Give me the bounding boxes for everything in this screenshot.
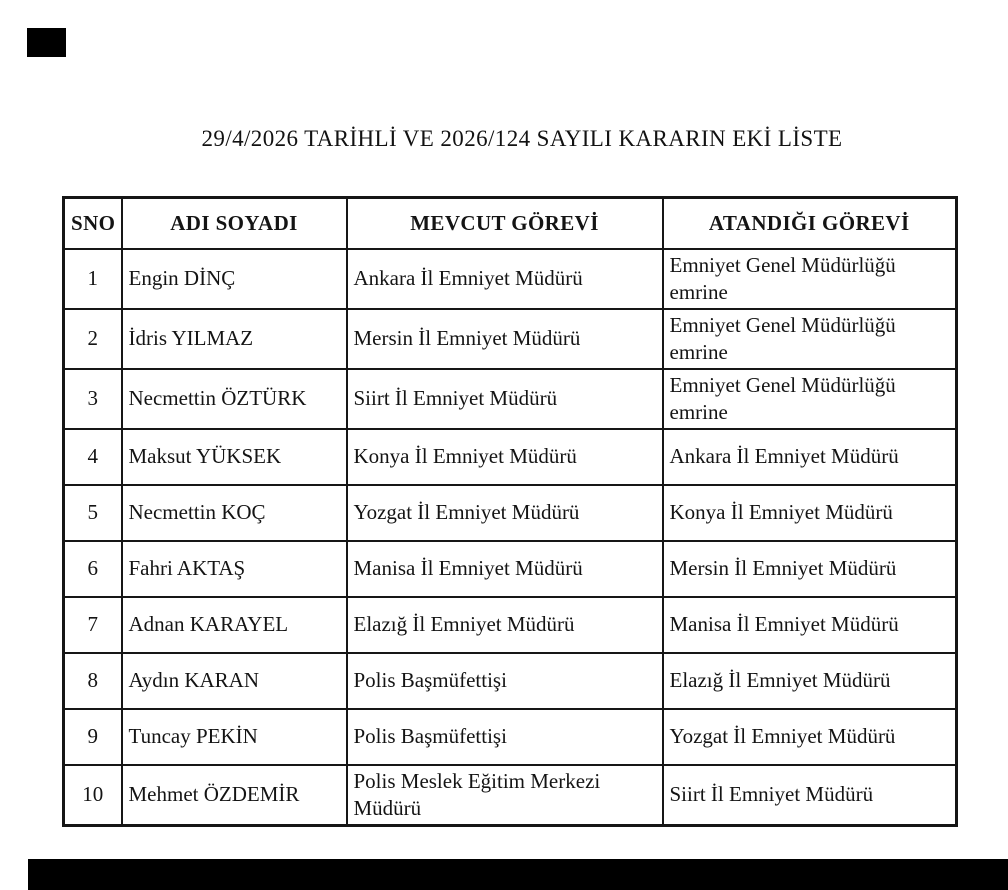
cell-current-duty: Mersin İl Emniyet Müdürü [347,309,663,369]
table-row [64,765,957,826]
cell-sno: 1 [64,249,122,309]
table-body [64,249,957,826]
table-row [64,597,957,653]
table-header-row [64,198,957,249]
scan-artifact-top-left [27,28,66,57]
cell-assigned-duty: Emniyet Genel Müdürlüğü emrine [663,369,957,429]
cell-name: Engin DİNÇ [122,249,347,309]
scan-artifact-bottom [28,859,1008,890]
cell-current-duty: Ankara İl Emniyet Müdürü [347,249,663,309]
table-row [64,653,957,709]
cell-sno: 5 [64,485,122,541]
cell-sno: 9 [64,709,122,765]
cell-name: Necmettin KOÇ [122,485,347,541]
header-cell-current-duty: MEVCUT GÖREVİ [347,198,663,249]
cell-name: Adnan KARAYEL [122,597,347,653]
cell-current-duty: Manisa İl Emniyet Müdürü [347,541,663,597]
cell-assigned-duty: Siirt İl Emniyet Müdürü [663,765,957,826]
appointment-list-table [62,196,958,827]
table-row [64,369,957,429]
header-cell-assigned-duty: ATANDIĞI GÖREVİ [663,198,957,249]
cell-current-duty: Polis Başmüfettişi [347,653,663,709]
cell-sno: 6 [64,541,122,597]
cell-assigned-duty: Ankara İl Emniyet Müdürü [663,429,957,485]
cell-current-duty: Konya İl Emniyet Müdürü [347,429,663,485]
cell-sno: 7 [64,597,122,653]
cell-name: Fahri AKTAŞ [122,541,347,597]
cell-current-duty: Elazığ İl Emniyet Müdürü [347,597,663,653]
table-row [64,485,957,541]
header-cell-sno: SNO [64,198,122,249]
cell-sno: 2 [64,309,122,369]
cell-sno: 4 [64,429,122,485]
cell-assigned-duty: Mersin İl Emniyet Müdürü [663,541,957,597]
cell-assigned-duty: Konya İl Emniyet Müdürü [663,485,957,541]
cell-current-duty: Yozgat İl Emniyet Müdürü [347,485,663,541]
cell-name: İdris YILMAZ [122,309,347,369]
table-row [64,309,957,369]
table-row [64,541,957,597]
cell-current-duty: Polis Başmüfettişi [347,709,663,765]
cell-sno: 3 [64,369,122,429]
cell-sno: 8 [64,653,122,709]
cell-name: Necmettin ÖZTÜRK [122,369,347,429]
cell-current-duty: Siirt İl Emniyet Müdürü [347,369,663,429]
table-row [64,249,957,309]
page-title: 29/4/2026 TARİHLİ VE 2026/124 SAYILI KARARIN EKİ LİSTE [201,126,843,151]
table-row [64,709,957,765]
table-row [64,429,957,485]
cell-sno: 10 [64,765,122,826]
cell-current-duty: Polis Meslek Eğitim Merkezi Müdürü [347,765,663,826]
cell-assigned-duty: Manisa İl Emniyet Müdürü [663,597,957,653]
cell-assigned-duty: Elazığ İl Emniyet Müdürü [663,653,957,709]
cell-assigned-duty: Emniyet Genel Müdürlüğü emrine [663,309,957,369]
cell-assigned-duty: Yozgat İl Emniyet Müdürü [663,709,957,765]
cell-name: Aydın KARAN [122,653,347,709]
cell-name: Mehmet ÖZDEMİR [122,765,347,826]
cell-assigned-duty: Emniyet Genel Müdürlüğü emrine [663,249,957,309]
cell-name: Tuncay PEKİN [122,709,347,765]
header-cell-name: ADI SOYADI [122,198,347,249]
cell-name: Maksut YÜKSEK [122,429,347,485]
